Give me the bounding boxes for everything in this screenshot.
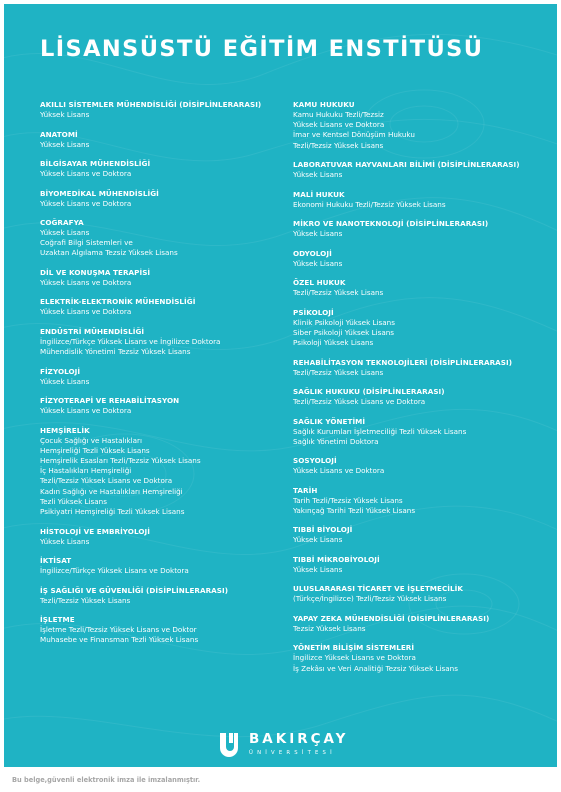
program-section: [293, 100, 533, 151]
program-detail: Yüksek Lisans ve Doktora: [40, 307, 132, 317]
program-section: [293, 160, 533, 180]
program-section: [40, 130, 270, 150]
program-section: [40, 426, 270, 518]
program-detail: Yüksek Lisans ve Doktora: [40, 198, 132, 208]
program-detail: Hemşireliği Tezli Yüksek Lisans: [40, 445, 150, 455]
program-detail: Yüksek Lisans: [293, 258, 343, 268]
program-detail: Yüksek Lisans ve Doktora: [40, 277, 132, 287]
program-heading: SAĞLIK HUKUKU (DİSİPLİNLERARASI): [293, 387, 445, 397]
program-heading: COĞRAFYA: [40, 218, 84, 227]
program-list-right: [293, 100, 533, 683]
program-detail: Tezli/Tezsiz Yüksek Lisans ve Doktora: [40, 476, 173, 486]
program-detail: Klinik Psikoloji Yüksek Lisans: [293, 317, 395, 327]
signature-notice: Bu belge,güvenli elektronik imza ile imzalanmıştır.: [12, 776, 201, 784]
program-section: [40, 615, 270, 645]
program-section: [40, 556, 270, 576]
program-heading: MİKRO VE NANOTEKNOLOJİ (DİSİPLİNLERARASI): [293, 219, 489, 229]
program-detail: Kamu Hukuku Tezli/Tezsiz: [293, 110, 384, 119]
program-detail: Uzaktan Algılama Tezsiz Yüksek Lisans: [40, 248, 178, 258]
program-detail: İş Zekâsı ve Veri Analitiği Tezsiz Yüksek Lisans: [293, 663, 458, 673]
program-detail: İmar ve Kentsel Dönüşüm Hukuku: [293, 130, 415, 140]
program-detail: Sağlık Yönetimi Doktora: [293, 436, 379, 446]
program-heading: ÖZEL HUKUK: [293, 278, 346, 288]
program-heading: İŞ SAĞLIĞI VE GÜVENLİĞİ (DİSİPLİNLERARASI): [40, 585, 229, 595]
program-detail: Çocuk Sağlığı ve Hastalıkları: [40, 435, 142, 445]
brochure-page: [4, 4, 557, 767]
program-detail: Tezli/Tezsiz Yüksek Lisans ve Doktora: [293, 397, 426, 407]
program-detail: (Türkçe/İngilizce) Tezli/Tezsiz Yüksek Lisans: [293, 594, 447, 604]
program-heading: YAPAY ZEKA MÜHENDİSLİĞİ (DİSİPLİNLERARASI): [293, 613, 490, 623]
program-heading: FİZYOLOJİ: [40, 366, 81, 376]
program-heading: TARİH: [293, 485, 318, 495]
program-heading: TIBBİ BİYOLOJİ: [293, 525, 353, 535]
program-section: [293, 190, 533, 210]
program-detail: İngilizce/Türkçe Yüksek Lisans ve Doktora: [40, 566, 189, 576]
logo-subtitle: ÜNİVERSİTESİ: [249, 749, 336, 756]
program-section: [40, 100, 270, 120]
program-detail: Yakınçağ Tarihi Tezli Yüksek Lisans: [293, 505, 416, 515]
program-detail: Coğrafi Bilgi Sistemleri ve: [40, 238, 133, 248]
program-detail: Yüksek Lisans: [293, 535, 343, 545]
program-heading: TIBBİ MİKROBİYOLOJİ: [293, 554, 380, 564]
program-detail: Mühendislik Yönetimi Tezsiz Yüksek Lisans: [40, 347, 191, 357]
program-detail: Ekonomi Hukuku Tezli/Tezsiz Yüksek Lisans: [293, 199, 446, 209]
program-detail: Tezsiz Yüksek Lisans: [293, 623, 366, 633]
program-heading: ENDÜSTRİ MÜHENDİSLİĞİ: [40, 326, 145, 336]
program-heading: ELEKTRİK-ELEKTRONİK MÜHENDİSLİĞİ: [40, 297, 196, 307]
program-detail: Yüksek Lisans: [40, 139, 90, 149]
program-heading: FİZYOTERAPİ VE REHABİLİTASYON: [40, 396, 180, 406]
program-section: [293, 417, 533, 447]
program-detail: Yüksek Lisans: [293, 229, 343, 239]
program-detail: Yüksek Lisans: [40, 376, 90, 386]
program-detail: Tezli/Tezsiz Yüksek Lisans: [293, 140, 384, 150]
program-detail: Kadın Sağlığı ve Hastalıkları Hemşireliği: [40, 486, 183, 496]
program-detail: Yüksek Lisans: [40, 536, 90, 546]
program-detail: Tezli/Tezsiz Yüksek Lisans: [40, 595, 131, 605]
page-title: LİSANSÜSTÜ EĞİTİM ENSTİTÜSÜ: [40, 36, 484, 62]
program-heading: PSİKOLOJİ: [293, 307, 334, 317]
program-section: [293, 456, 533, 476]
program-detail: İç Hastalıkları Hemşireliği: [40, 466, 132, 476]
program-detail: İngilizce/Türkçe Yüksek Lisans ve İngilizce Doktora: [40, 336, 221, 346]
program-heading: SAĞLIK YÖNETİMİ: [293, 416, 366, 426]
program-list-left: [40, 100, 270, 655]
program-section: [40, 327, 270, 357]
program-section: [40, 268, 270, 288]
university-logo: [218, 731, 348, 757]
program-section: [40, 586, 270, 606]
program-detail: Muhasebe ve Finansman Tezli Yüksek Lisans: [40, 635, 199, 645]
program-detail: Yüksek Lisans ve Doktora: [293, 466, 385, 476]
program-section: [293, 219, 533, 239]
program-section: [293, 278, 533, 298]
program-detail: Hemşirelik Esasları Tezli/Tezsiz Yüksek Lisans: [40, 456, 201, 466]
program-detail: İşletme Tezli/Tezsiz Yüksek Lisans ve Doktor: [40, 625, 197, 635]
program-section: [293, 249, 533, 269]
program-heading: BİYOMEDİKAL MÜHENDİSLİĞİ: [40, 188, 159, 198]
program-detail: Siber Psikoloji Yüksek Lisans: [293, 327, 395, 337]
program-detail: Yüksek Lisans ve Doktora: [40, 169, 132, 178]
program-heading: KAMU HUKUKU: [293, 100, 355, 109]
program-section: [40, 218, 270, 259]
program-detail: Tezli Yüksek Lisans: [40, 496, 107, 506]
program-section: [293, 555, 533, 575]
program-heading: REHABİLİTASYON TEKNOLOJİLERİ (DİSİPLİNLERARASI): [293, 357, 513, 367]
program-heading: ODYOLOJİ: [293, 248, 332, 258]
program-detail: Tarih Tezli/Tezsiz Yüksek Lisans: [293, 495, 403, 505]
program-section: [293, 358, 533, 378]
program-heading: ULUSLARARASI TİCARET VE İŞLETMECİLİK: [293, 584, 463, 594]
program-detail: Yüksek Lisans ve Doktora: [293, 120, 385, 130]
program-heading: SOSYOLOJİ: [293, 456, 337, 466]
program-heading: ANATOMİ: [40, 129, 78, 139]
program-section: [40, 396, 270, 416]
program-heading: AKILLI SİSTEMLER MÜHENDİSLİĞİ (DİSİPLİNLERARASI): [40, 100, 262, 109]
program-heading: HİSTOLOJİ VE EMBRİYOLOJİ: [40, 526, 150, 536]
program-section: [40, 367, 270, 387]
program-section: [293, 643, 533, 673]
program-detail: Yüksek Lisans ve Doktora: [40, 406, 132, 416]
program-section: [40, 527, 270, 547]
program-detail: Psikoloji Yüksek Lisans: [293, 338, 374, 348]
program-heading: DİL VE KONUŞMA TERAPİSİ: [40, 267, 151, 277]
program-detail: Yüksek Lisans: [40, 110, 90, 119]
program-heading: HEMŞİRELİK: [40, 425, 90, 435]
program-section: [40, 159, 270, 179]
program-detail: Sağlık Kurumları İşletmeciliği Tezli Yüksek Lisans: [293, 426, 467, 436]
program-section: [40, 297, 270, 317]
program-detail: Tezli/Tezsiz Yüksek Lisans: [293, 288, 384, 298]
program-heading: İKTİSAT: [40, 556, 72, 566]
program-detail: Psikiyatri Hemşireliği Tezli Yüksek Lisans: [40, 507, 185, 517]
program-section: [293, 525, 533, 545]
program-section: [293, 486, 533, 516]
program-detail: Tezli/Tezsiz Yüksek Lisans: [293, 367, 384, 377]
program-detail: Yüksek Lisans: [40, 228, 90, 237]
program-heading: İŞLETME: [40, 615, 75, 625]
program-heading: BİLGİSAYAR MÜHENDİSLİĞİ: [40, 159, 151, 168]
logo-mark-icon: [218, 731, 240, 757]
program-section: [293, 308, 533, 349]
program-section: [293, 614, 533, 634]
program-section: [293, 387, 533, 407]
program-section: [293, 584, 533, 604]
program-detail: Yüksek Lisans: [293, 170, 343, 180]
program-detail: İngilizce Yüksek Lisans ve Doktora: [293, 653, 416, 663]
logo-name: BAKIRÇAY: [249, 730, 349, 747]
program-heading: YÖNETİM BİLİŞİM SİSTEMLERİ: [293, 643, 415, 653]
program-detail: Yüksek Lisans: [293, 564, 343, 574]
program-heading: LABORATUVAR HAYVANLARI BİLİMİ (DİSİPLİNLERARASI): [293, 160, 520, 170]
program-heading: MALİ HUKUK: [293, 189, 345, 199]
program-section: [40, 189, 270, 209]
